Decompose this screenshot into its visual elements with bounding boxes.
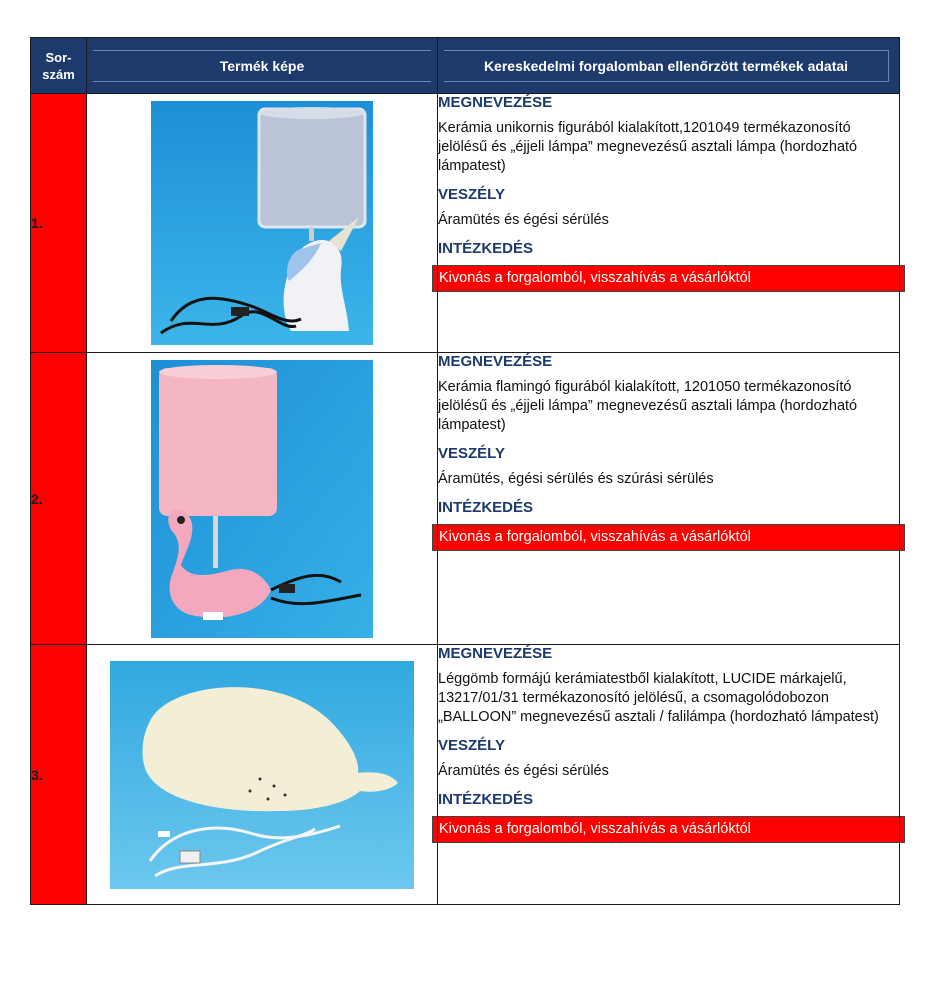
row-number: 3. [31, 645, 87, 905]
product-image-cell [87, 645, 438, 905]
action-text: Kivonás a forgalomból, visszahívás a vásárlóktól [432, 265, 905, 292]
hazard-heading: VESZÉLY [438, 737, 505, 754]
product-description: Kerámia flamingó figurából kialakított, 1201050 termékazonosító jelölésű és „éjjeli lámpa” megnevezésű asztali lámpa (hordozható lámpatest) [438, 379, 858, 433]
row-number: 2. [31, 353, 87, 645]
header-row [31, 38, 900, 94]
name-heading: MEGNEVEZÉSE [438, 353, 553, 370]
action-heading: INTÉZKEDÉS [438, 499, 534, 516]
product-description: Kerámia unikornis figurából kialakított,1201049 termékazonosító jelölésű és „éjjeli lámpa” megnevezésű asztali lámpa (hordozható lámpatest) [438, 120, 858, 174]
action-heading: INTÉZKEDÉS [438, 240, 534, 257]
table-row [31, 94, 900, 353]
product-image-cell [87, 94, 438, 353]
name-heading: MEGNEVEZÉSE [438, 94, 553, 111]
table-row [31, 353, 900, 645]
unicorn-lamp-photo [151, 101, 373, 345]
hazard-text: Áramütés, égési sérülés és szúrási sérülés [438, 471, 714, 487]
flamingo-lamp-photo [151, 360, 373, 638]
product-info [438, 353, 900, 645]
action-heading: INTÉZKEDÉS [438, 791, 534, 808]
header-data: Kereskedelmi forgalomban ellenőrzött termékek adatai [438, 38, 900, 94]
product-table [30, 37, 900, 905]
hazard-heading: VESZÉLY [438, 186, 505, 203]
product-description: Léggömb formájú kerámiatestből kialakított, LUCIDE márkajelű, 13217/01/31 termékazonosító jelölésű, a csomagolódobozon „BALLOON” megnevezésű asztali / falilámpa (hordozható lámpatest) [438, 671, 879, 725]
hazard-heading: VESZÉLY [438, 445, 505, 462]
product-info [438, 94, 900, 353]
hazard-text: Áramütés és égési sérülés [438, 763, 609, 779]
hazard-text: Áramütés és égési sérülés [438, 212, 609, 228]
product-info [438, 645, 900, 905]
header-image: Termék képe [87, 38, 438, 94]
row-number: 1. [31, 94, 87, 353]
name-heading: MEGNEVEZÉSE [438, 645, 553, 662]
balloon-lamp-photo [110, 661, 414, 889]
table-row [31, 645, 900, 905]
action-text: Kivonás a forgalomból, visszahívás a vásárlóktól [432, 816, 905, 843]
header-serial: Sor- szám [31, 38, 87, 94]
product-image-cell [87, 353, 438, 645]
action-text: Kivonás a forgalomból, visszahívás a vásárlóktól [432, 524, 905, 551]
